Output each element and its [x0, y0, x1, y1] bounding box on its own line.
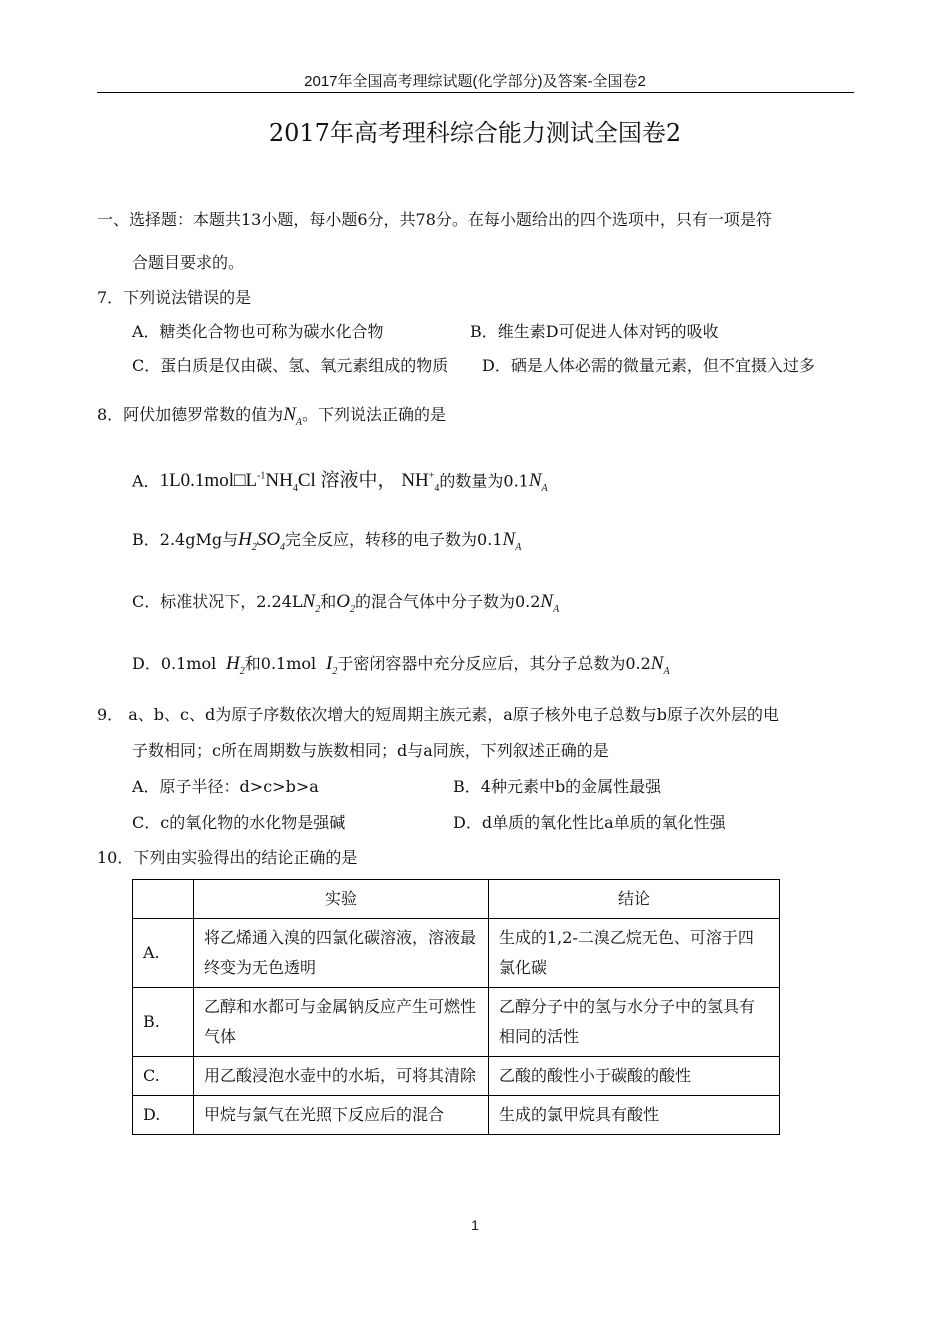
q8-stem-text2: 。下列说法正确的是	[301, 405, 446, 424]
row-label: C.	[133, 1057, 194, 1096]
table-row	[133, 1096, 780, 1135]
t: 和	[320, 592, 337, 611]
q10-stem: 10．下列由实验得出的结论正确的是	[97, 848, 358, 867]
na-symbol: $N_A$	[540, 591, 560, 615]
page-title: 2017年高考理科综合能力测试全国卷2	[268, 119, 682, 147]
q10-table	[132, 879, 780, 1135]
q9-stem: 9． a、b、c、d为原子序数依次增大的短周期主族元素，a原子核外电子总数与b原子次外层的电	[97, 705, 780, 724]
conclusion-cell: 生成的氯甲烷具有酸性	[489, 1096, 780, 1135]
conclusion-cell: 乙酸的酸性小于碳酸的酸性	[489, 1057, 780, 1096]
q7-stem: 7．下列说法错误的是	[97, 288, 252, 307]
na-symbol: $N_A$	[283, 404, 302, 428]
experiment-cell: 用乙酸浸泡水壶中的水垢，可将其清除	[194, 1057, 489, 1096]
t: 于密闭容器中充分反应后，其分子总数为0.2	[337, 654, 651, 673]
table-header: 实验	[194, 880, 489, 919]
table-header: 结论	[489, 880, 780, 919]
table-header	[133, 880, 194, 919]
t: Cl 溶液中，	[297, 470, 397, 492]
na-symbol: $N_A$	[502, 529, 522, 553]
table-row	[133, 1057, 780, 1096]
q8-option-a: A．$1L0.1mol□L^{-1}NH_4Cl$ 溶液中， $NH^+_4$的数量为$0.1N_A$	[132, 470, 548, 495]
row-label: A.	[133, 919, 194, 988]
t: A．	[132, 471, 160, 491]
q8-stem-text: 8．阿伏加德罗常数的值为	[97, 405, 284, 424]
t: 的混合气体中分子数为0.2	[354, 592, 541, 611]
q8-option-c: C．标准状况下，$2.24LN_2$和$O_2$的混合气体中分子数为$0.2N_A$	[132, 591, 560, 615]
t: B．2.4gMg与	[132, 530, 239, 549]
section-intro-cont: 合题目要求的。	[132, 253, 245, 272]
experiment-cell: 将乙烯通入溴的四氯化碳溶液，溶液最终变为无色透明	[194, 919, 489, 988]
t: NH	[401, 470, 429, 492]
q9-option-a: A．原子半径：d>c>b>a	[132, 777, 319, 796]
t: 的数量为0.1	[439, 471, 529, 491]
running-header: 2017年全国高考理综试题(化学部分)及答案-全国卷2	[304, 73, 646, 90]
row-label: B.	[133, 988, 194, 1057]
t: 1L0.1mol□L	[159, 470, 258, 492]
table-row	[133, 919, 780, 988]
q9-option-b: B．4种元素中b的金属性最强	[453, 777, 662, 796]
q7-option-d: D．硒是人体必需的微量元素，但不宜摄入过多	[482, 356, 815, 375]
q8-option-d: D．0.1mol $H_2$和0.1mol $I_2$于密闭容器中充分反应后，其分子总数为$0.2N_A$	[132, 653, 670, 677]
t: C．标准状况下，2.24L	[132, 592, 303, 611]
t: 和0.1mol	[244, 654, 322, 673]
conclusion-cell: 生成的1,2-二溴乙烷无色、可溶于四氯化碳	[489, 919, 780, 988]
q7-option-c: C．蛋白质是仅由碳、氢、氧元素组成的物质	[132, 356, 449, 375]
q8-option-b: B．2.4gMg与$H_2SO_4$完全反应，转移的电子数为$0.1N_A$	[132, 529, 522, 553]
header-rule	[97, 92, 854, 93]
row-label: D.	[133, 1096, 194, 1135]
page-number: 1	[471, 1217, 479, 1233]
q8-stem	[97, 405, 446, 433]
experiment-cell: 乙醇和水都可与金属钠反应产生可燃性气体	[194, 988, 489, 1057]
q7-option-b: B．维生素D可促进人体对钙的吸收	[470, 322, 719, 341]
q9-stem-cont: 子数相同；c所在周期数与族数相同；d与a同族，下列叙述正确的是	[132, 741, 609, 760]
q9-option-c: C．c的氧化物的水化物是强碱	[132, 813, 346, 832]
q9-option-d: D．d单质的氧化性比a单质的氧化性强	[453, 813, 726, 832]
t: 完全反应，转移的电子数为0.1	[285, 530, 503, 549]
t: NH	[265, 470, 293, 492]
table-row	[133, 988, 780, 1057]
na-symbol: $N_A$	[650, 653, 670, 677]
table-header-row	[133, 880, 780, 919]
conclusion-cell: 乙醇分子中的氢与水分子中的氢具有相同的活性	[489, 988, 780, 1057]
na-symbol: $N_A$	[528, 470, 548, 495]
t: D．0.1mol	[132, 654, 222, 673]
section-intro: 一、选择题：本题共13小题，每小题6分，共78分。在每小题给出的四个选项中，只有一项是符	[97, 210, 772, 229]
experiment-cell: 甲烷与氯气在光照下反应后的混合	[194, 1096, 489, 1135]
q7-option-a: A．糖类化合物也可称为碳水化合物	[132, 322, 384, 341]
